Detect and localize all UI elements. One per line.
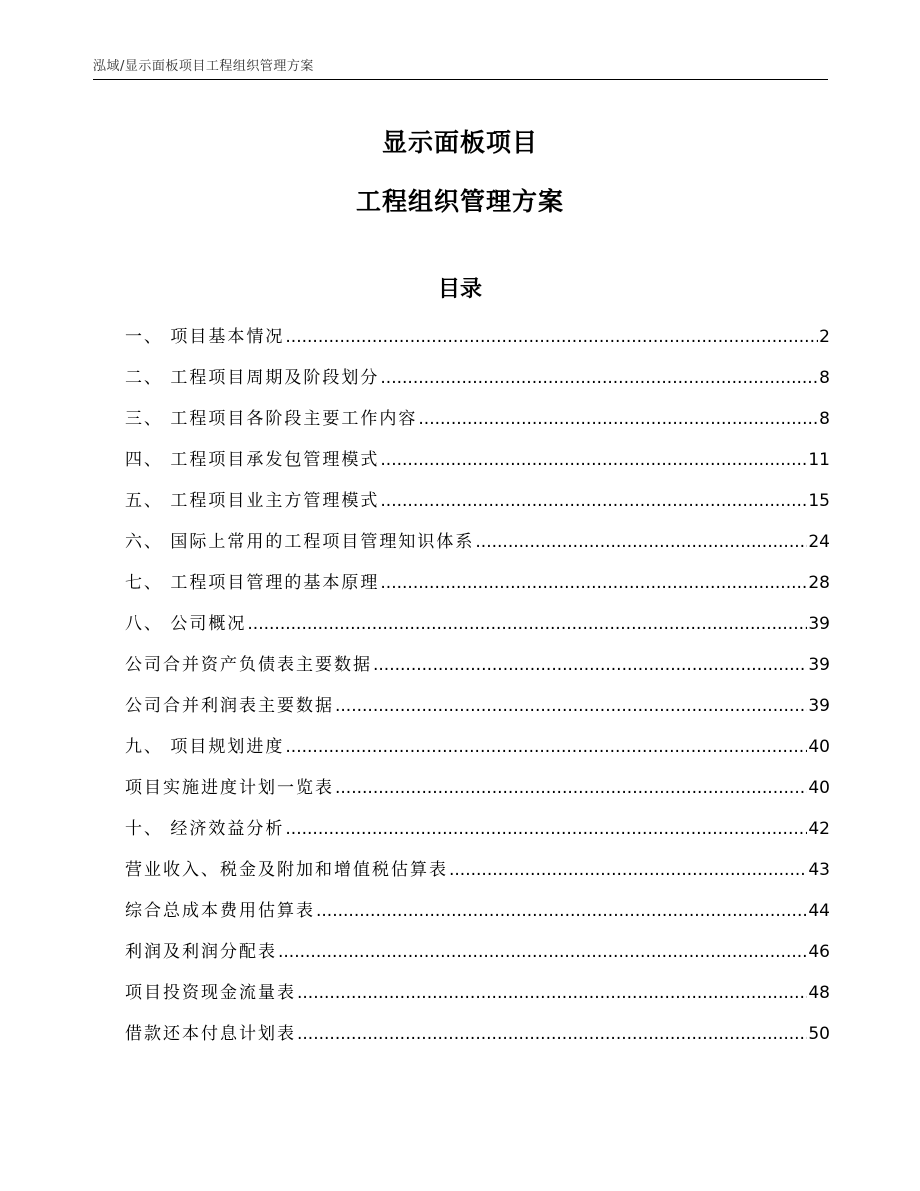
toc-entry[interactable] [125, 937, 830, 978]
toc-entry-page: 2 [819, 327, 830, 347]
toc-leader-dots [285, 819, 807, 839]
toc-leader-dots [418, 409, 818, 429]
toc-entry-label: 借款还本付息计划表 [125, 1024, 296, 1044]
toc-leader-dots [285, 327, 818, 347]
toc-entry[interactable] [125, 609, 830, 650]
toc-entry[interactable] [125, 978, 830, 1019]
toc-entry[interactable] [125, 1019, 830, 1060]
toc-leader-dots [297, 1024, 807, 1044]
toc-entry[interactable] [125, 445, 830, 486]
toc-entry-page: 39 [808, 614, 830, 634]
running-header [93, 53, 828, 80]
toc-entry-label: 公司合并利润表主要数据 [125, 696, 334, 716]
toc-entry-label: 四、 工程项目承发包管理模式 [125, 450, 380, 470]
toc-heading: 目录 [437, 277, 482, 302]
toc-entry-page: 28 [808, 573, 830, 593]
toc-entry-page: 43 [808, 860, 830, 880]
toc-entry-label: 八、 公司概况 [125, 614, 247, 634]
toc-entry[interactable] [125, 568, 830, 609]
toc-leader-dots [475, 532, 807, 552]
toc-entry-page: 39 [808, 696, 830, 716]
toc-entry[interactable] [125, 814, 830, 855]
toc-leader-dots [335, 778, 807, 798]
toc-leader-dots [373, 655, 807, 675]
toc-entry-page: 11 [808, 450, 830, 470]
toc-entry[interactable] [125, 691, 830, 732]
toc-entry-page: 15 [808, 491, 830, 511]
toc-entry-page: 50 [808, 1024, 830, 1044]
toc-leader-dots [449, 860, 807, 880]
toc-entry-page: 8 [819, 409, 830, 429]
toc-entry-label: 五、 工程项目业主方管理模式 [125, 491, 380, 511]
toc-leader-dots [380, 368, 818, 388]
toc-entry-label: 综合总成本费用估算表 [125, 901, 315, 921]
toc-entry[interactable] [125, 650, 830, 691]
toc-entry-page: 40 [808, 737, 830, 757]
toc-entry-page: 42 [808, 819, 830, 839]
toc-entry-label: 利润及利润分配表 [125, 942, 277, 962]
toc-entry[interactable] [125, 486, 830, 527]
toc-entry-label: 九、 项目规划进度 [125, 737, 285, 757]
toc-entry[interactable] [125, 773, 830, 814]
toc-leader-dots [380, 491, 807, 511]
toc-entry-page: 48 [808, 983, 830, 1003]
toc-entry[interactable] [125, 322, 830, 363]
toc-leader-dots [285, 737, 807, 757]
toc-entry-page: 39 [808, 655, 830, 675]
toc-leader-dots [335, 696, 807, 716]
toc-entry-page: 44 [808, 901, 830, 921]
toc-entry-page: 8 [819, 368, 830, 388]
toc-entry-label: 六、 国际上常用的工程项目管理知识体系 [125, 532, 475, 552]
toc-entry-label: 营业收入、税金及附加和增值税估算表 [125, 860, 448, 880]
toc-leader-dots [380, 573, 807, 593]
toc-entry-page: 40 [808, 778, 830, 798]
running-header-text: 泓域/显示面板项目工程组织管理方案 [93, 59, 314, 74]
toc-leader-dots [380, 450, 807, 470]
document-title-line2: 工程组织管理方案 [355, 187, 564, 216]
toc-entry-label: 一、 项目基本情况 [125, 327, 285, 347]
toc-entry-page: 24 [808, 532, 830, 552]
toc-entry-label: 项目实施进度计划一览表 [125, 778, 334, 798]
toc-entry[interactable] [125, 363, 830, 404]
toc-leader-dots [247, 614, 807, 634]
toc-leader-dots [316, 901, 807, 921]
toc-entry[interactable] [125, 404, 830, 445]
toc-entry[interactable] [125, 527, 830, 568]
toc-entry[interactable] [125, 896, 830, 937]
toc-entry-label: 公司合并资产负债表主要数据 [125, 655, 372, 675]
toc-entry-label: 三、 工程项目各阶段主要工作内容 [125, 409, 418, 429]
toc-entry[interactable] [125, 732, 830, 773]
document-title-line1: 显示面板项目 [381, 128, 538, 157]
toc-entry-label: 七、 工程项目管理的基本原理 [125, 573, 380, 593]
toc-entry-label: 十、 经济效益分析 [125, 819, 285, 839]
table-of-contents [125, 322, 830, 1060]
toc-leader-dots [297, 983, 807, 1003]
toc-leader-dots [278, 942, 807, 962]
toc-entry[interactable] [125, 855, 830, 896]
toc-entry-label: 项目投资现金流量表 [125, 983, 296, 1003]
toc-entry-label: 二、 工程项目周期及阶段划分 [125, 368, 380, 388]
toc-entry-page: 46 [808, 942, 830, 962]
